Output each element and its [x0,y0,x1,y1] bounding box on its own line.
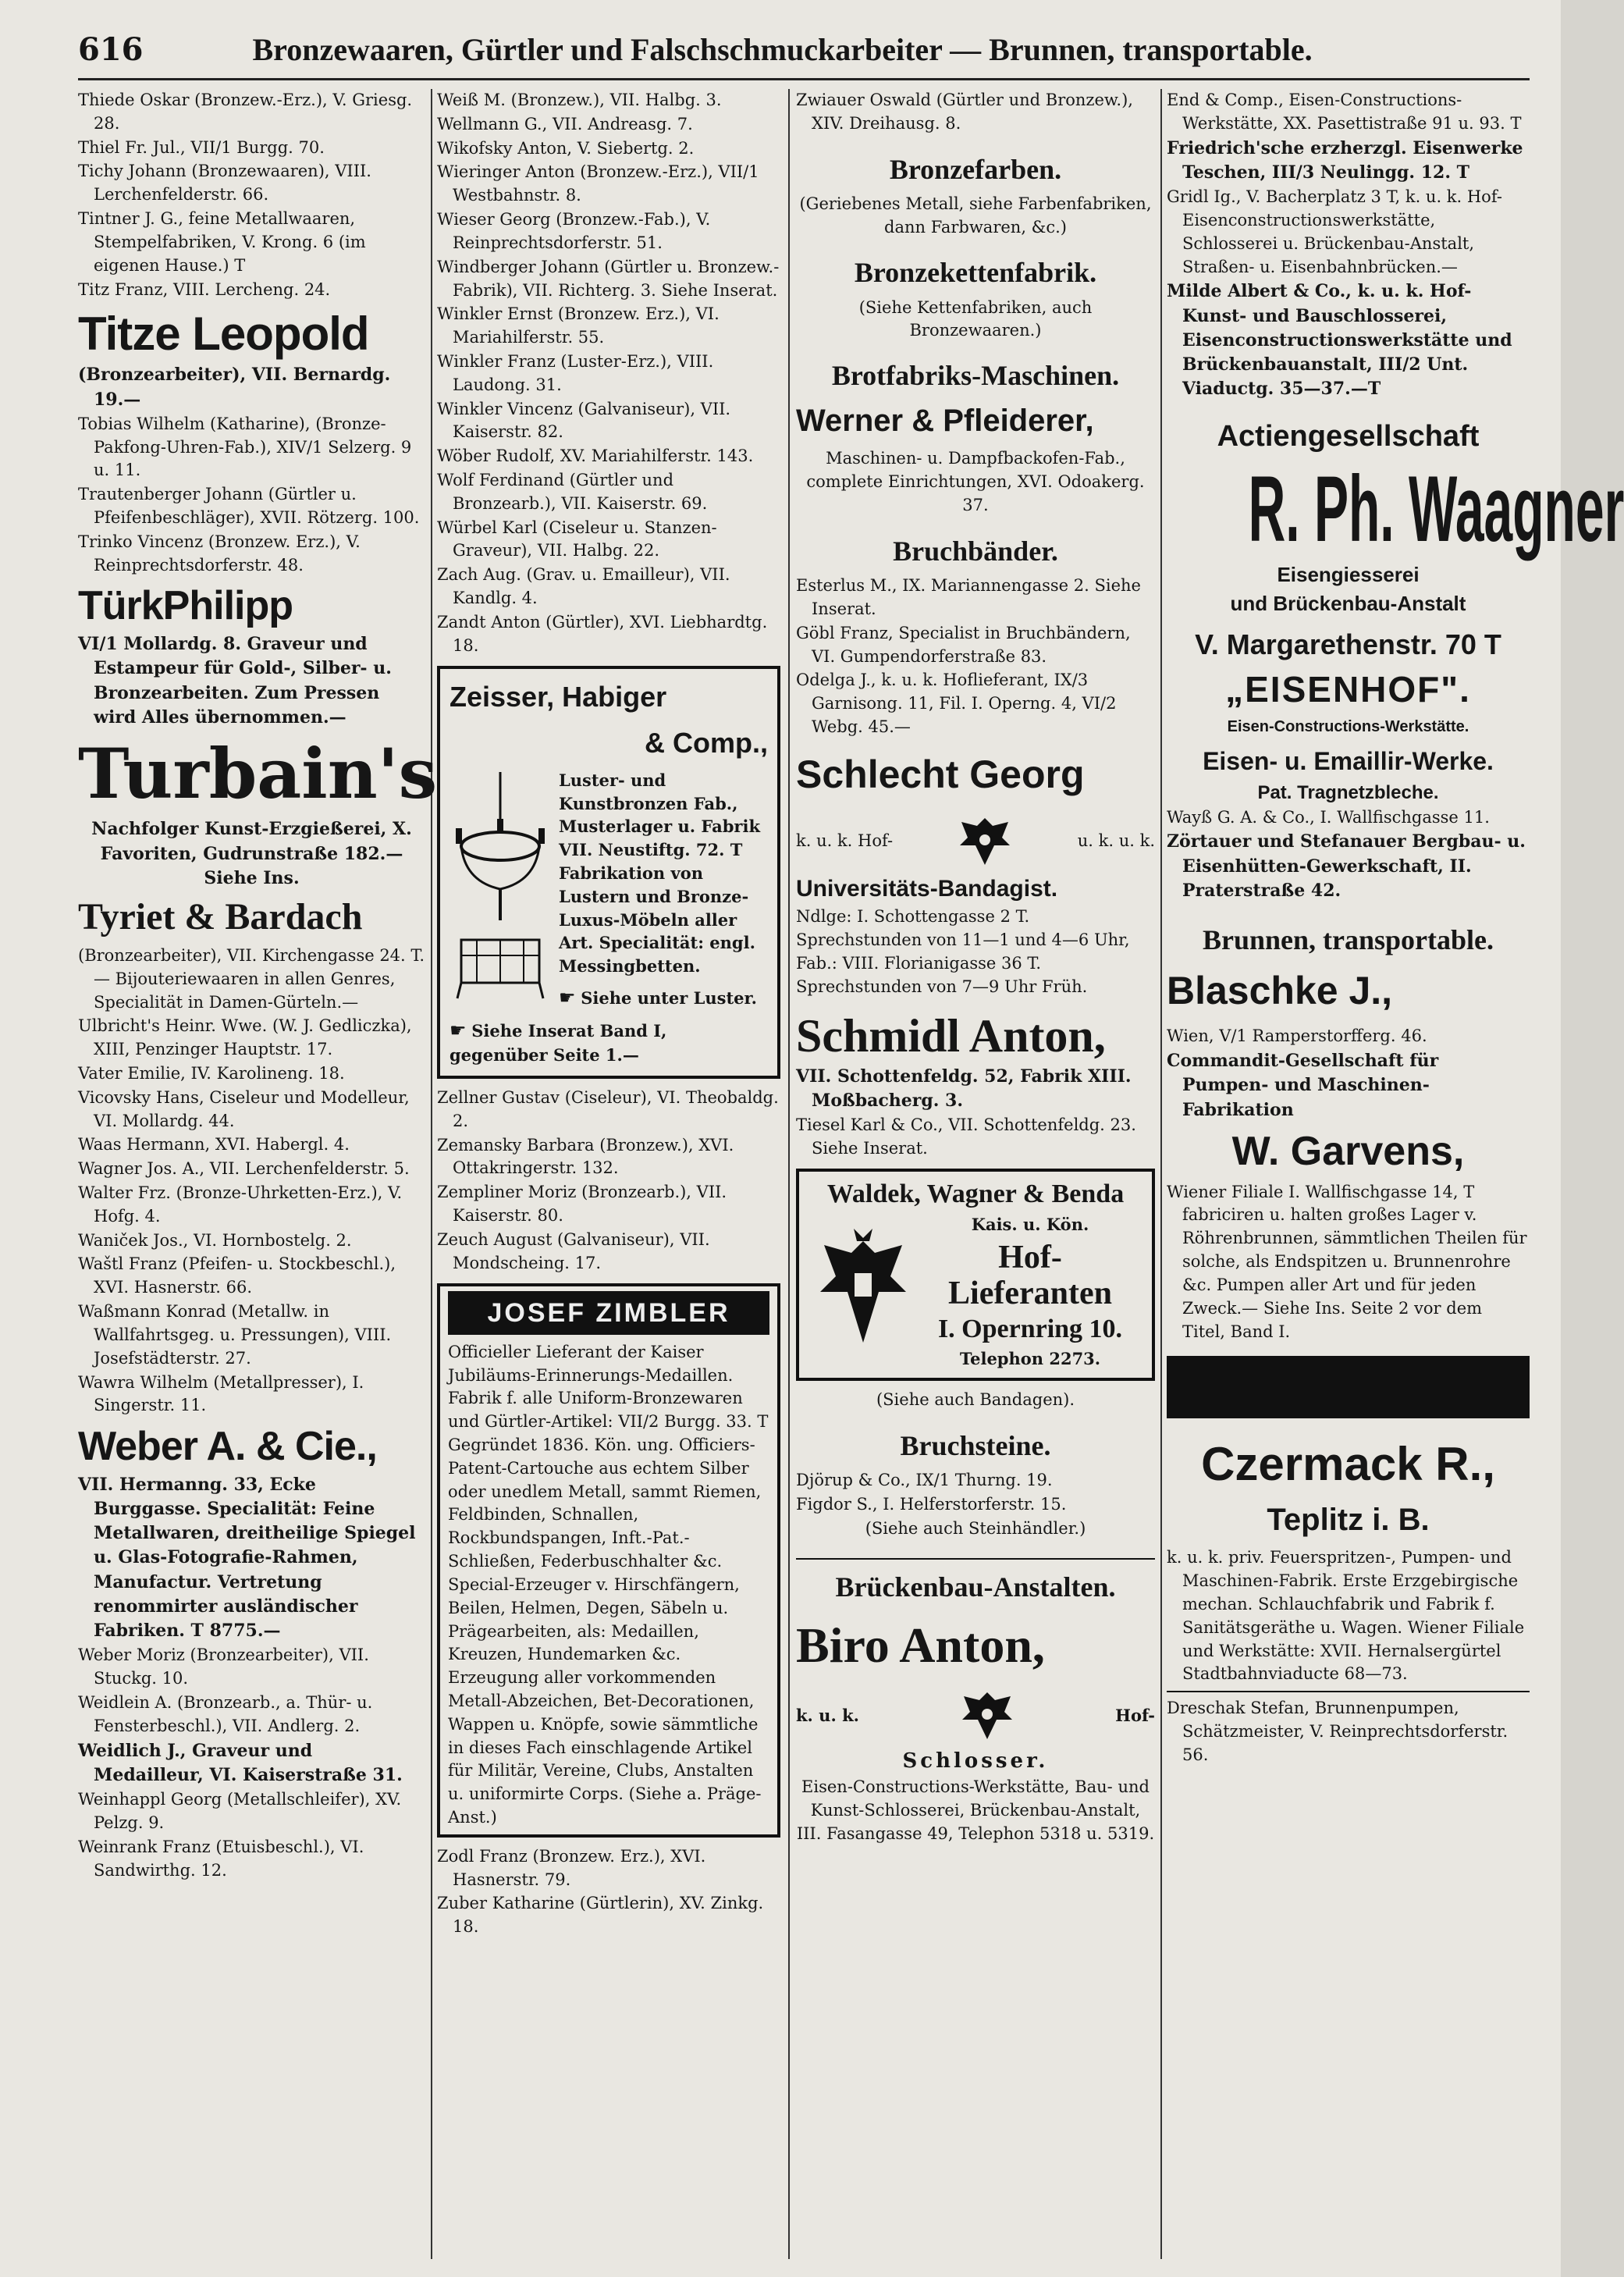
entry: Winkler Ernst (Bronzew. Erz.), VI. Mariahilferstr. 55. [437,304,720,347]
entry: Wieringer Anton (Bronzew.-Erz.), VII/1 Westbahnstr. 8. [437,162,759,205]
entry: Waniček Jos., VI. Hornbostelg. 2. [78,1230,352,1250]
section-heading: Bruchbänder. [893,535,1058,567]
entry: Winkler Vincenz (Galvaniseur), VII. Kaiserstr. 82. [437,399,731,442]
advert-titze-detail: (Bronzearbeiter), VII. Bernardg. 19.— [78,365,391,410]
advert-werner-name: Werner & Pfleiderer, [796,403,1094,438]
entry: Weidlich J., Graveur und Medailleur, VI. Kaiserstraße 31. [78,1740,403,1785]
section-heading: Bronzekettenfabrik. [854,257,1097,289]
entry: Zempliner Moriz (Bronzearb.), VII. Kaiserstr. 80. [437,1183,727,1226]
advert-schmidl-name: Schmidl Anton, [796,1009,1106,1062]
entry: Windberger Johann (Gürtler u. Bronzew.-Fabrik), VII. Richterg. 3. Siehe Inserat. [437,257,780,300]
advert-zeisser-see1: Siehe unter Luster. [581,988,757,1009]
entry: Zwiauer Oswald (Gürtler und Bronzew.), XIV. Dreihausg. 8. [796,91,1133,133]
chandelier-illustration-icon [450,772,551,1006]
entry: Trinko Vincenz (Bronzew. Erz.), V. Reinprechtsdorferstr. 48. [78,532,361,575]
advert-zeisser-see2: Siehe Inserat Band I, gegenüber Seite 1.— [450,1021,667,1066]
advert-waldek-title: Waldek, Wagner & Benda [826,1179,1125,1208]
advert-zeisser-title2: & Comp., [645,726,768,759]
entry: Ulbricht's Heinr. Wwe. (W. J. Gedliczka), XIII, Penzinger Hauptstr. 17. [78,1016,412,1059]
advert-weber-detail: VII. Hermanng. 33, Ecke Burggasse. Specialität: Feine Metallwaren, dreitheilige Spiegel u. Glas-Fotografie-Rahmen, Manufactur. Vertretung renommirter ausländischer Fabriken. T 8775.— [78,1474,416,1642]
entry: Zemansky Barbara (Bronzew.), XVI. Ottakringerstr. 132. [437,1135,734,1178]
page-header [78,31,1530,80]
entry: Tintner J. G., feine Metallwaaren, Stempelfabriken, V. Krong. 6 (im eigenen Hause.) T [78,209,366,275]
advert-waldek-addr: I. Opernring 10. [937,1315,1123,1344]
column-2 [437,89,780,2267]
entry: Milde Albert & Co., k. u. k. Hof-Kunst- und Bauschlosserei, Eisenconstructionswerkstätte und Brückenbauanstalt, III/2 Unt. Viaductg. 35—37.—T [1167,281,1512,400]
entry: Zeuch August (Galvaniseur), VII. Mondscheing. 17. [437,1229,710,1272]
page-number: 616 [78,31,144,68]
column-1 [78,89,438,2267]
advert-waldek-hof: Hof-Lieferanten [948,1239,1112,1312]
advert-turbain-detail: Nachfolger Kunst-Erzgießerei, X. Favoriten, Gudrunstraße 182.— Siehe Ins. [91,819,412,888]
advert-waagner-name: R. Ph. Waagner [1248,457,1624,562]
column-rule [1160,89,1162,2259]
advert-weber-name: Weber A. & Cie., [78,1424,377,1470]
entry: Vater Emilie, IV. Karolineng. 18. [78,1063,345,1083]
double-eagle-icon [956,1685,1018,1747]
section-heading: Brückenbau-Anstalten. [796,1558,1155,1604]
advert-turk-name: TürkPhilipp [78,583,293,629]
entry: Wagner Jos. A., VII. Lerchenfelderstr. 5. [78,1159,410,1179]
entry: Walter Frz. (Bronze-Uhrketten-Erz.), V. Hofg. 4. [78,1183,403,1226]
advert-werner-text: Maschinen- u. Dampfbackofen-Fab., complete Einrichtungen, XVI. Odoakerg. 37. [806,449,1145,515]
advert-zeisser-see2-row [450,1017,768,1068]
advert-garvens-text: Wiener Filiale I. Wallfischgasse 14, T fabriciren u. halten großes Lager v. Röhrenbrunnen, sämmtlichen Theilen für solche, als Endspitzen u. Brunnenrohre &c. Pumpen aller Art und für jeden Zweck.— Siehe Ins. Seite 2 vor dem Titel, Band I. [1167,1182,1527,1341]
entry: Esterlus M., IX. Mariannengasse 2. Siehe Inserat. [796,576,1141,618]
advert-zeisser-title: Zeisser, Habiger [450,680,667,713]
advert-schlecht-hof-row [796,810,1155,873]
entry: Trautenberger Johann (Gürtler u. Pfeifenbeschläger), XVII. Rötzerg. 100. [78,485,420,528]
section-note: (Geriebenes Metall, siehe Farbenfabriken, dann Farbwaren, &c.) [799,194,1152,237]
section-heading: Brunnen, transportable. [1202,924,1494,956]
advert-waldek-kk: Kais. u. Kön. [971,1215,1089,1235]
advert-zimbler-text: Officieller Lieferant der Kaiser Jubiläums-Erinnerungs-Medaillen. Fabrik f. alle Uniform-Bronzewaren und Gürtler-Artikel: VII/2 Burgg. 33. T Gegründet 1836. Kön. ung. Officiers-Patent-Cartouche aus echtem Silber oder unedlem Metall, sammt Riemen, Feldbinden, Schnallen, Rockbundspangen, Inft.-Pat.-Schließen, Federbuschhalter &c. Special-Erzeuger v. Hirschfängern, Beilen, Helmen, Degen, Säbeln u. Prägearbeiten, als: Medaillen, Kreuzen, Hundemarken &c. Erzeugung aller vorkommenden Metall-Abzeichen, Bet-Decorationen, Wappen u. Knöpfe, sowie sämmtliche in dieses Fach einschlagende Artikel für Militär, Vereine, Clubs, Anstalten u. uniformirte Corps. (Siehe a. Präge-Anst.) [448,1342,769,1827]
advert-schmidl-text: VII. Schottenfeldg. 52, Fabrik XIII. Moßbacherg. 3. [796,1066,1132,1111]
entry: Dreschak Stefan, Brunnenpumpen, Schätzmeister, V. Reinprechtsdorferstr. 56. [1167,1691,1530,1766]
advert-turk-detail: VI/1 Mollardg. 8. Graveur und Estampeur für Gold-, Silber- u. Bronzearbeiten. Zum Pressen wird Alles übernommen.— [78,634,392,728]
entry: Winkler Franz (Luster-Erz.), VIII. Laudong. 31. [437,351,714,394]
entry: Weiß M. (Bronzew.), VII. Halbg. 3. [437,91,722,109]
entry: Djörup & Co., IX/1 Thurng. 19. [796,1471,1053,1490]
advert-schlecht-text: Ndlge: I. Schottengasse 2 T. Sprechstunden von 11—1 und 4—6 Uhr, Fab.: VIII. Florianigasse 36 T. Sprechstunden von 7—9 Uhr Früh. [796,907,1130,996]
entry: Weber Moriz (Bronzearbeiter), VII. Stuckg. 10. [78,1645,369,1688]
entry: End & Comp., Eisen-Constructions-Werkstätte, XX. Pasettistraße 91 u. 93. T [1167,91,1522,133]
column-4 [1167,89,1624,2267]
entry: Zodl Franz (Bronzew. Erz.), XVI. Hasnerstr. 79. [437,1846,706,1889]
advert-waagner-line: Eisen-Constructions-Werkstätte. [1227,717,1469,735]
entry: Friedrich'sche erzherzgl. Eisenwerke Teschen, III/3 Neulingg. 12. T [1167,137,1523,183]
section-heading: Bruchsteine. [900,1430,1051,1462]
entry: Wayß G. A. & Co., I. Wallfischgasse 11. [1167,807,1490,827]
advert-ag: Actiengesellschaft [1217,419,1480,453]
entry: Vicovsky Hans, Ciseleur und Modelleur, VI. Mollardg. 44. [78,1087,410,1130]
entry: Figdor S., I. Helferstorferstr. 15. [796,1495,1067,1514]
advert-waldek-tel: Telephon 2273. [959,1348,1101,1368]
advert-zeisser-box [437,666,780,1080]
entry: Zörtauer und Stefanauer Bergbau- u. Eisenhütten-Gewerkschaft, II. Praterstraße 42. [1167,831,1526,901]
entry: Odelga J., k. u. k. Hoflieferant, IX/3 Garnisong. 11, Fil. I. Operng. 4, VI/2 Webg. 45.— [796,671,1117,736]
entry: Waas Hermann, XVI. Habergl. 4. [78,1135,350,1155]
advert-biro-kk: k. u. k. [796,1706,859,1726]
entry: Wikofsky Anton, V. Siebertg. 2. [437,138,695,158]
entry: Waßmann Konrad (Metallw. in Wallfahrtsgeg. u. Pressungen), VIII. Josefstädterstr. 27. [78,1302,392,1368]
advert-waldek-body [808,1213,1142,1370]
entry: Waštl Franz (Pfeifen- u. Stockbeschl.), XVI. Hasnerstr. 66. [78,1254,396,1297]
advert-biro-title: Schlosser. [902,1749,1049,1773]
advert-waagner-line: Eisengiesserei [1277,563,1420,587]
advert-schlecht-title: Universitäts-Bandagist. [796,875,1058,902]
advert-waagner-line: Pat. Tragnetzbleche. [1257,781,1439,803]
advert-garvens-name: W. Garvens, [1231,1128,1465,1174]
advert-waagner-line: Eisen- u. Emaillir-Werke. [1203,747,1494,776]
entry: Wieser Georg (Bronzew.-Fab.), V. Reinprechtsdorferstr. 51. [437,210,711,252]
pointing-hand-icon: ☛ [559,987,576,1009]
entry: Zuber Katharine (Gürtlerin), XV. Zinkg. 18. [437,1894,764,1937]
advert-blaschke-name: Blaschke J., [1167,969,1393,1013]
advert-schlecht-name: Schlecht Georg [796,752,1085,796]
entry: Wellmann G., VII. Andreasg. 7. [437,114,693,133]
advert-schlecht-hof2: u. k. u. k. [1077,831,1155,850]
section-note: (Siehe auch Bandagen). [876,1390,1075,1410]
column-rule [431,89,432,2259]
section-heading: Brotfabriks-Maschinen. [831,360,1120,392]
column-3 [796,89,1155,2267]
entry: Wien, V/1 Ramperstorfferg. 46. [1167,1026,1427,1046]
double-eagle-icon [954,810,1016,873]
advert-waldek-text [918,1213,1142,1370]
entry: Thiel Fr. Jul., VII/1 Burgg. 70. [78,137,325,157]
entry: Tiesel Karl & Co., VII. Schottenfeldg. 23. Siehe Inserat. [796,1115,1136,1158]
advert-tyriet-name: Tyriet & Bardach [78,896,363,938]
advert-zeisser-text: Luster- und Kunstbronzen Fab., Musterlager u. Fabrik VII. Neustiftg. 72. T Fabrikation von Lustern und Bronze-Luxus-Möbeln aller Art. Specialität: engl. Messingbetten. [559,770,760,977]
entry: Zandt Anton (Gürtler), XVI. Liebhardtg. 18. [437,612,768,655]
entry: Wawra Wilhelm (Metallpresser), I. Singerstr. 11. [78,1372,364,1415]
entry: Thiede Oskar (Bronzew.-Erz.), V. Griesg. 28. [78,91,413,133]
advert-biro-hof-row [796,1685,1155,1747]
section-note: (Siehe auch Steinhändler.) [865,1519,1086,1539]
section-heading: Bronzefarben. [889,153,1062,185]
advert-schlecht-hof1: k. u. k. Hof- [796,831,894,850]
entry: Commandit-Gesellschaft für Pumpen- und Maschinen-Fabrikation [1167,1051,1439,1120]
entry: Zellner Gustav (Ciseleur), VI. Theobaldg. 2. [437,1088,779,1130]
entry: Tobias Wilhelm (Katharine), (Bronze-Pakfong-Uhren-Fab.), XIV/1 Selzerg. 9 u. 11. [78,414,412,480]
running-title: Bronzewaaren, Gürtler und Falschschmuckarbeiter — Brunnen, transportable. [252,32,1313,67]
entry: Gridl Ig., V. Bacherplatz 3 T, k. u. k. Hof-Eisenconstructionswerkstätte, Schlosserei u. Brückenbau-Anstalt, Straßen- u. Eisenbahnbrücken.— [1167,187,1502,276]
entry: Wolf Ferdinand (Gürtler und Bronzearb.), VII. Kaiserstr. 69. [437,471,708,513]
advert-biro-hof: Hof- [1115,1706,1155,1726]
pointing-hand-icon: ☛ [450,1019,467,1042]
advert-waagner-line: und Brückenbau-Anstalt [1230,592,1466,616]
advert-waldek-box [796,1169,1155,1382]
advert-tyriet-detail: (Bronzearbeiter), VII. Kirchengasse 24. T. — Bijouteriewaaren in allen Genres, Specialität in Damen-Gürteln.— [78,945,425,1012]
advert-waagner-addr: V. Margarethenstr. 70 T [1195,628,1501,661]
advert-biro-name: Biro Anton, [796,1617,1045,1674]
entry: Würbel Karl (Ciseleur u. Stanzen-Graveur), VII. Halbg. 22. [437,518,717,560]
advert-czermack-name: Czermack R., [1201,1438,1495,1491]
entry: Zach Aug. (Grav. u. Emailleur), VII. Kandlg. 4. [437,565,730,608]
entry: Weidlein A. (Bronzearb., a. Thür- u. Fensterbeschl.), VII. Andlerg. 2. [78,1693,373,1735]
column-rule [788,89,790,2259]
black-banner [1167,1356,1530,1418]
entry: Weinhappl Georg (Metallschleifer), XV. Pelzg. 9. [78,1790,402,1832]
advert-titze-name: Titze Leopold [78,308,369,361]
advert-turbain-name: Turbain's [78,733,438,814]
section-note: (Siehe Kettenfabriken, auch Bronzewaaren.) [858,297,1093,340]
advert-biro-text: Eisen-Constructions-Werkstätte, Bau- und Kunst-Schlosserei, Brückenbau-Anstalt, III. Fasangasse 49, Telephon 5318 u. 5319. [796,1777,1155,1843]
advert-zimbler-title: JOSEF ZIMBLER [448,1291,769,1335]
entry: Göbl Franz, Specialist in Bruchbändern, VI. Gumpendorferstraße 83. [796,623,1131,666]
advert-czermack-city: Teplitz i. B. [1267,1502,1430,1537]
imperial-arms-icon [808,1226,918,1358]
advert-czermack-text: k. u. k. priv. Feuerspritzen-, Pumpen- und Maschinen-Fabrik. Erste Erzgebirgische mechan. Schlauchfabrik und Fabrik f. Sanitätsgeräthe u. Wagen. Wiener Filiale und Werkstätte: XVII. Hernalsergürtel Stadtbahnviaducte 68—73. [1167,1548,1525,1684]
advert-waagner-eisenhof: „EISENHOF". [1225,669,1471,710]
entry: Wöber Rudolf, XV. Mariahilferstr. 143. [437,447,754,466]
entry: Weinrank Franz (Etuisbeschl.), VI. Sandwirthg. 12. [78,1837,364,1880]
advert-zimbler-box [437,1283,780,1838]
entry: Titz Franz, VIII. Lercheng. 24. [78,279,331,299]
entry: Tichy Johann (Bronzewaaren), VIII. Lerchenfelderstr. 66. [78,162,371,205]
